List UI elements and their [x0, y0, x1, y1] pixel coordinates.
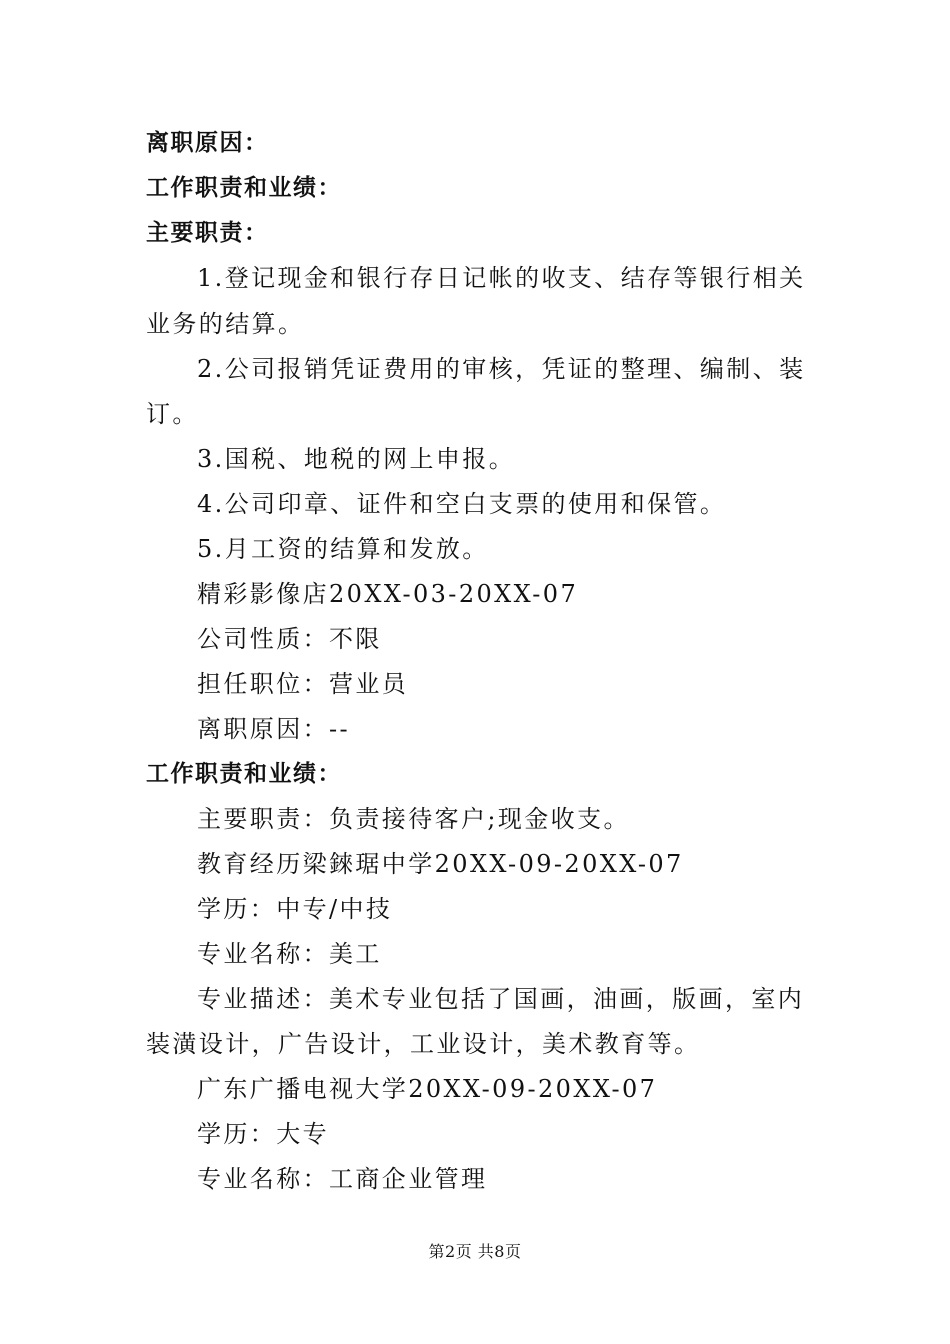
duty-item-2: 2.公司报销凭证费用的审核，凭证的整理、编制、装 [197, 355, 806, 383]
work-entry-company: 精彩影像店20XX-03-20XX-07 [197, 580, 579, 608]
page-number-footer: 第2页 共8页 [428, 1242, 522, 1261]
duty-item-1-cont: 业务的结算。 [146, 310, 305, 338]
duty-item-1: 1.登记现金和银行存日记帐的收支、结存等银行相关 [197, 264, 806, 292]
work-entry-resign-reason: 离职原因：-- [197, 715, 351, 743]
education-entry-school: 教育经历梁錸琚中学20XX-09-20XX-07 [197, 850, 684, 878]
duty-item-5: 5.月工资的结算和发放。 [197, 535, 489, 563]
work-entry-position: 担任职位：营业员 [197, 670, 409, 698]
heading-main-duties: 主要职责： [146, 220, 269, 246]
work-entry-company-type: 公司性质：不限 [197, 625, 382, 653]
heading-resign-reason: 离职原因： [146, 130, 269, 156]
heading-duties-performance: 工作职责和业绩： [146, 175, 342, 201]
duty-item-2-cont: 订。 [146, 400, 199, 428]
heading-duties-performance-2: 工作职责和业绩： [146, 761, 342, 787]
education-entry-school-2: 广东广播电视大学20XX-09-20XX-07 [197, 1075, 658, 1103]
work-entry-duties: 主要职责：负责接待客户;现金收支。 [197, 805, 630, 833]
education-entry-major-2: 专业名称：工商企业管理 [197, 1165, 488, 1193]
education-entry-major: 专业名称：美工 [197, 940, 382, 968]
education-entry-major-desc: 专业描述：美术专业包括了国画，油画，版画，室内 [197, 985, 805, 1013]
duty-item-3: 3.国税、地税的网上申报。 [197, 445, 516, 473]
education-entry-degree-2: 学历：大专 [197, 1120, 329, 1148]
education-entry-degree: 学历：中专/中技 [197, 895, 393, 923]
education-entry-major-desc-cont: 装潢设计，广告设计，工业设计，美术教育等。 [146, 1030, 701, 1058]
duty-item-4: 4.公司印章、证件和空白支票的使用和保管。 [197, 490, 727, 518]
